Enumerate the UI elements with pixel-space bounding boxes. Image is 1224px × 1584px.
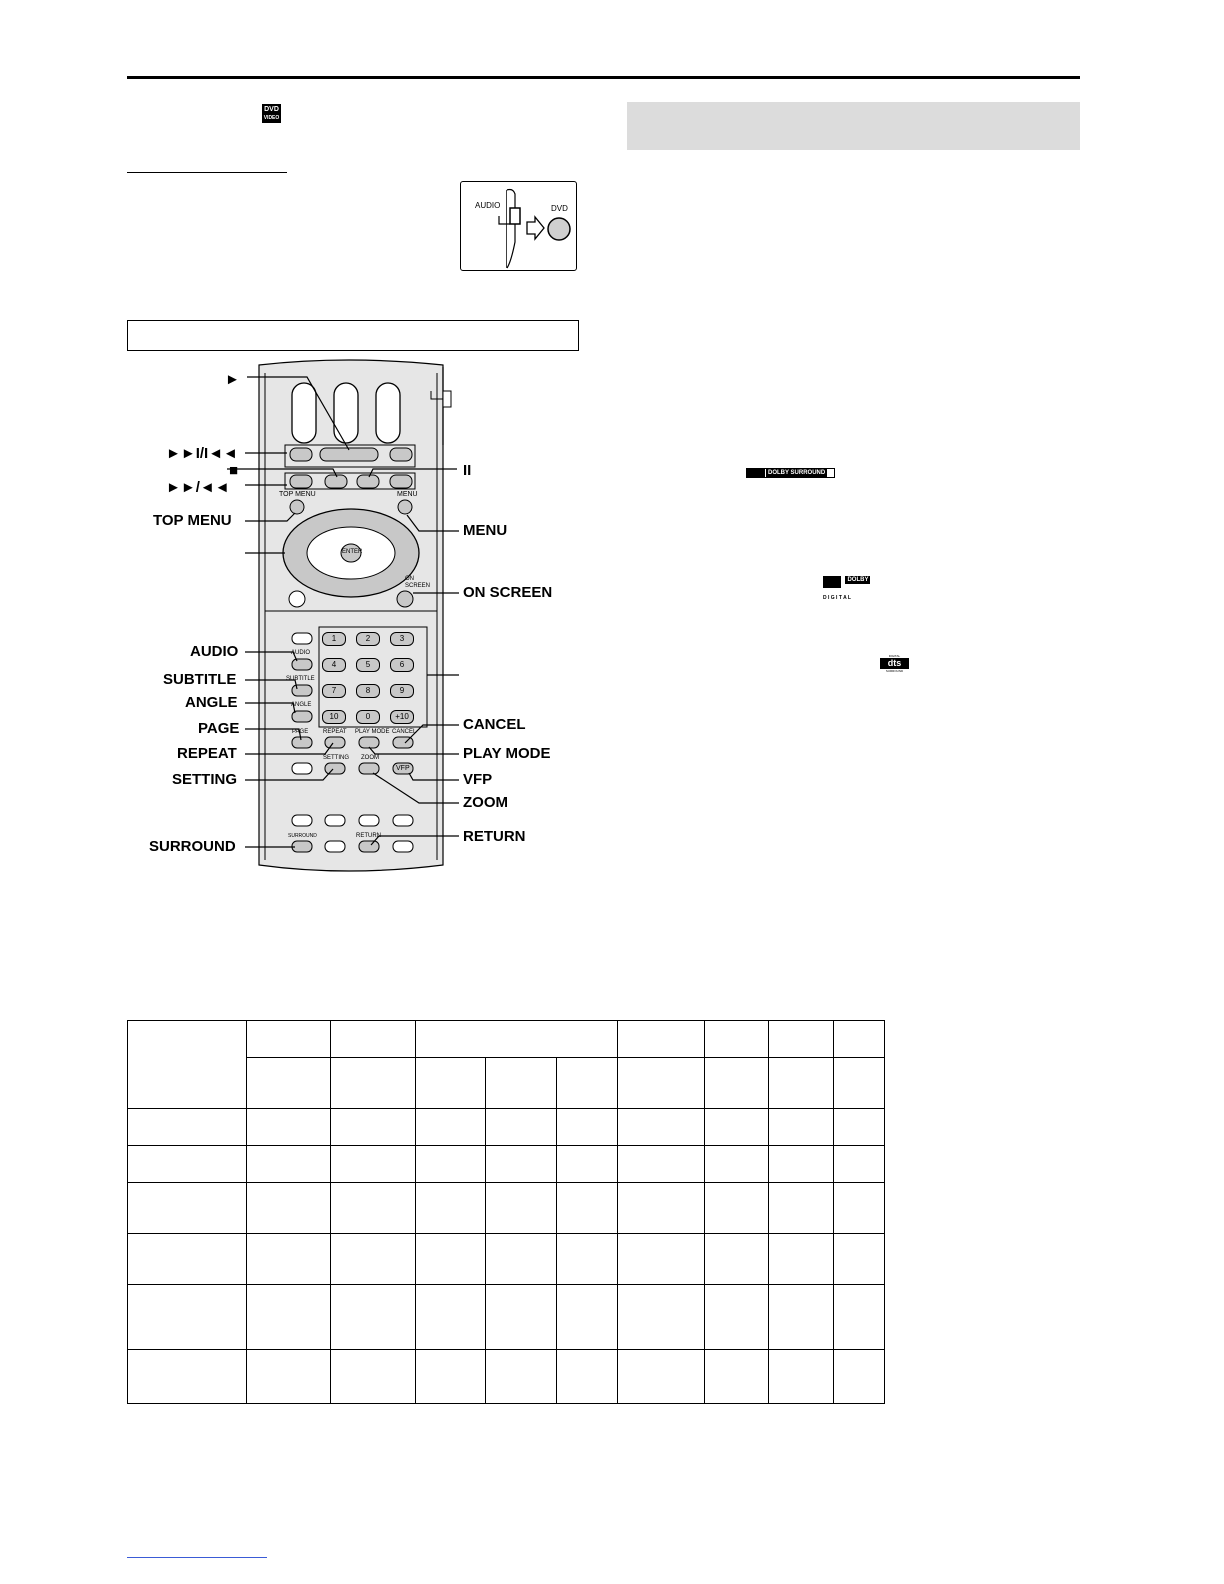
mode-switch-illustration	[460, 181, 577, 271]
table-cell	[247, 1021, 331, 1058]
number-key[interactable]: 1	[322, 632, 346, 646]
callout-play: ►	[225, 371, 240, 388]
table-cell	[834, 1058, 885, 1109]
number-key[interactable]: 5	[356, 658, 380, 672]
table-row	[128, 1350, 885, 1404]
table-row	[128, 1234, 885, 1285]
remote-return-key[interactable]: RETURN	[356, 833, 381, 839]
footer-link-line	[127, 1557, 267, 1558]
callout-surround: SURROUND	[149, 838, 236, 855]
remote-cancel-key[interactable]: CANCEL	[392, 729, 417, 735]
number-key[interactable]: 6	[390, 658, 414, 672]
feature-table	[127, 1020, 885, 1404]
dvd-badge-line2: VIDEO	[263, 115, 280, 121]
table-cell	[769, 1021, 834, 1058]
callout-repeat: REPEAT	[177, 745, 237, 762]
dolby-digital-bottom-text: D I G I T A L	[823, 595, 851, 601]
number-key[interactable]: 4	[322, 658, 346, 672]
dts-bottom-text: SURROUND	[885, 669, 904, 673]
callout-skip: ►►I/I◄◄	[166, 445, 238, 462]
number-key[interactable]: 2	[356, 632, 380, 646]
dvd-video-badge	[262, 104, 281, 123]
table-cell	[486, 1058, 557, 1109]
callout-setting: SETTING	[172, 771, 238, 788]
table-row	[128, 1183, 885, 1234]
callout-menu: MENU	[463, 522, 508, 539]
remote-audio-key[interactable]: AUDIO	[291, 650, 311, 656]
numeric-keypad	[322, 632, 422, 727]
table-cell	[557, 1058, 618, 1109]
remote-vfp-key[interactable]: VFP	[396, 765, 410, 772]
callout-on-screen: ON SCREEN	[463, 584, 553, 601]
dolby-surround-logo	[746, 468, 835, 478]
dts-top-text: DIGITAL	[888, 654, 901, 658]
remote-angle-key[interactable]: ANGLE	[291, 702, 312, 708]
dts-logo	[880, 654, 909, 674]
number-key[interactable]: +10	[390, 710, 414, 724]
table-cell	[834, 1021, 885, 1058]
table-row	[128, 1285, 885, 1350]
callout-top-menu: TOP MENU	[153, 512, 232, 529]
switch-dvd-label: DVD	[551, 204, 568, 213]
callout-audio: AUDIO	[190, 643, 239, 660]
dvd-badge-line1: DVD	[264, 106, 279, 113]
right-section-header-band	[627, 102, 1080, 150]
table-cell	[416, 1021, 618, 1058]
number-key[interactable]: 0	[356, 710, 380, 724]
table-cell	[416, 1058, 486, 1109]
dolby-digital-top-text: DOLBY	[847, 577, 869, 583]
top-rule	[127, 76, 1080, 79]
callout-play-mode: PLAY MODE	[463, 745, 551, 762]
table-row	[128, 1146, 885, 1183]
remote-page-key[interactable]: PAGE	[292, 729, 309, 735]
callout-pause: II	[463, 462, 472, 479]
remote-illustration	[127, 355, 597, 880]
table-cell	[331, 1058, 416, 1109]
callout-cancel: CANCEL	[463, 716, 526, 733]
remote-section-header	[127, 320, 579, 351]
callout-page: PAGE	[198, 720, 240, 737]
number-key[interactable]: 3	[390, 632, 414, 646]
callout-zoom: ZOOM	[463, 794, 508, 811]
callout-search: ►►/◄◄	[166, 479, 230, 496]
table-row	[128, 1109, 885, 1146]
remote-on-screen-key[interactable]: ON SCREEN	[405, 576, 431, 589]
table-cell	[705, 1021, 769, 1058]
table-cell	[618, 1021, 705, 1058]
callout-angle: ANGLE	[185, 694, 238, 711]
switch-audio-label: AUDIO	[475, 201, 501, 210]
table-cell	[128, 1021, 247, 1109]
table-cell	[705, 1058, 769, 1109]
table-cell	[247, 1058, 331, 1109]
remote-surround-key[interactable]: SURROUND	[288, 833, 317, 839]
number-key[interactable]: 7	[322, 684, 346, 698]
table-cell	[331, 1021, 416, 1058]
remote-top-menu-key[interactable]: TOP MENU	[279, 491, 316, 498]
number-key[interactable]: 9	[390, 684, 414, 698]
dts-mid-text: dts	[880, 658, 909, 669]
number-key[interactable]: 10	[322, 710, 346, 724]
remote-subtitle-key[interactable]: SUBTITLE	[286, 676, 315, 682]
table-cell	[769, 1058, 834, 1109]
table-cell	[618, 1058, 705, 1109]
remote-setting-key[interactable]: SETTING	[323, 755, 350, 761]
callout-subtitle: SUBTITLE	[163, 671, 237, 688]
dolby-surround-text: DOLBY SURROUND	[768, 470, 826, 476]
switch-drawing	[461, 182, 578, 272]
section-underline	[127, 172, 287, 173]
remote-menu-key[interactable]: MENU	[397, 491, 418, 498]
remote-play-mode-key[interactable]: PLAY MODE	[355, 729, 390, 735]
callout-vfp: VFP	[463, 771, 493, 788]
remote-repeat-key[interactable]: REPEAT	[323, 729, 347, 735]
remote-zoom-key[interactable]: ZOOM	[361, 755, 379, 761]
dolby-digital-logo	[823, 576, 875, 601]
number-key[interactable]: 8	[356, 684, 380, 698]
callout-stop: ■	[229, 462, 239, 479]
callout-return: RETURN	[463, 828, 526, 845]
remote-enter-key[interactable]: ENTER	[342, 549, 363, 555]
